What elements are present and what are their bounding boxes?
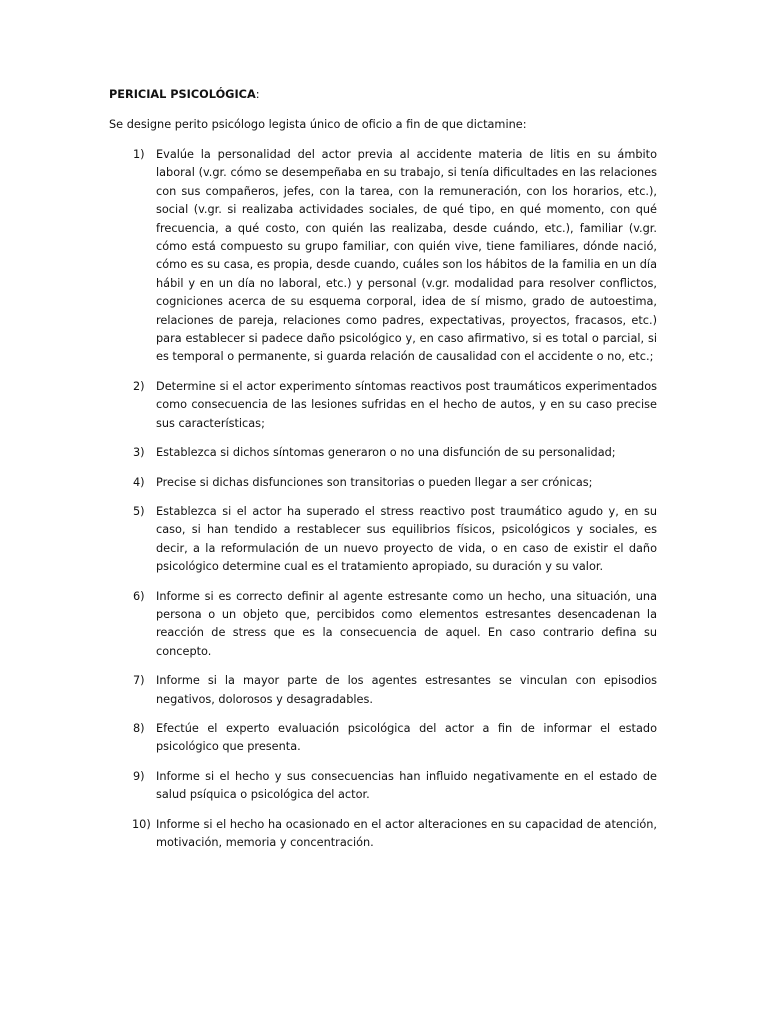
item-number: 5) <box>133 504 145 518</box>
item-number: 8) <box>133 721 145 735</box>
numbered-list <box>109 146 657 852</box>
item-number: 2) <box>133 379 145 393</box>
list-item <box>109 474 657 492</box>
item-number: 9) <box>133 769 145 783</box>
item-number: 1) <box>133 148 145 161</box>
item-number: 4) <box>133 475 145 489</box>
item-text: Efectúe el experto evaluación psicológica del actor a fin de informar el estado psicológico que presenta. <box>156 721 657 754</box>
item-text: Informe si el hecho ha ocasionado en el actor alteraciones en su capacidad de atención, motivación, memoria y concentración. <box>156 817 657 849</box>
list-item <box>109 378 657 433</box>
item-text: Establezca si dichos síntomas generaron o no una disfunción de su personalidad; <box>156 446 616 460</box>
list-item <box>109 672 657 709</box>
item-text: Establezca si el actor ha superado el stress reactivo post traumático agudo y, en su caso, si han tendido a restablecer sus equilibrios físicos, psicológicos y sociales, es decir, a la reformulación de un nuevo proyecto de vida, o en caso de existir el daño psicológico determine cual es el tratamiento apropiado, su duración y su valor. <box>156 504 657 574</box>
item-number: 10) <box>132 817 151 831</box>
item-text: Informe si la mayor parte de los agentes estresantes se vinculan con episodios negativos, dolorosos y desagradables. <box>156 674 657 706</box>
document-body <box>109 86 657 863</box>
list-item <box>109 503 657 577</box>
list-item <box>109 146 657 367</box>
list-item <box>109 768 657 805</box>
list-item <box>109 720 657 757</box>
heading-title: PERICIAL PSICOLÓGICA <box>109 88 256 101</box>
item-number: 3) <box>133 446 145 460</box>
item-text: Evalúe la personalidad del actor previa al accidente materia de litis en su ámbito laboral (v.gr. cómo se desempeñaba en su trabajo, si tenía dificultades en las relaciones con sus compañeros, jefes, con la tarea, con la remuneración, con los horarios, etc.), social (v.gr. si realizaba actividades sociales, de qué tipo, en qué momento, con qué frecuencia, a qué costo, con quién las realizaba, desde cuándo, etc.), familiar (v.gr. cómo está compuesto su grupo familiar, con quién vive, tiene familiares, dónde nació, cómo es su casa, es propia, desde cuando, cuáles son los hábitos de la familia en un día hábil y en un día no laboral, etc.) y personal (v.gr. modalidad para resolver conflictos, cogniciones acerca de su esquema corporal, idea de sí mismo, grado de autoestima, relaciones de pareja, relaciones como padres, expectativas, proyectos, fracasos, etc.) para establecer si padece daño psicológico y, en caso afirmativo, si es total o parcial, si es temporal o permanente, si guarda relación de causalidad con el accidente o no, etc.; <box>156 148 657 364</box>
heading-colon: : <box>255 88 260 101</box>
item-number: 7) <box>133 674 145 688</box>
item-number: 6) <box>133 589 145 603</box>
list-item <box>109 444 657 462</box>
item-text: Informe si el hecho y sus consecuencias han influido negativamente en el estado de salud psíquica o psicológica del actor. <box>156 769 657 802</box>
list-item <box>109 588 657 662</box>
item-text: Determine si el actor experimento síntomas reactivos post traumáticos experimentados como consecuencia de las lesiones sufridas en el hecho de autos, y en su caso precise sus características; <box>156 379 657 430</box>
intro-paragraph: Se designe perito psicólogo legista único de oficio a fin de que dictamine: <box>109 118 527 131</box>
item-text: Informe si es correcto definir al agente estresante como un hecho, una situación, una persona o un objeto que, percibidos como elementos estresantes desencadenan la reacción de stress que es la consecuencia de aquel. En caso contrario defina su concepto. <box>156 589 657 658</box>
document-heading <box>109 86 657 104</box>
list-item <box>109 816 657 853</box>
item-text: Precise si dichas disfunciones son transitorias o pueden llegar a ser crónicas; <box>156 475 593 489</box>
